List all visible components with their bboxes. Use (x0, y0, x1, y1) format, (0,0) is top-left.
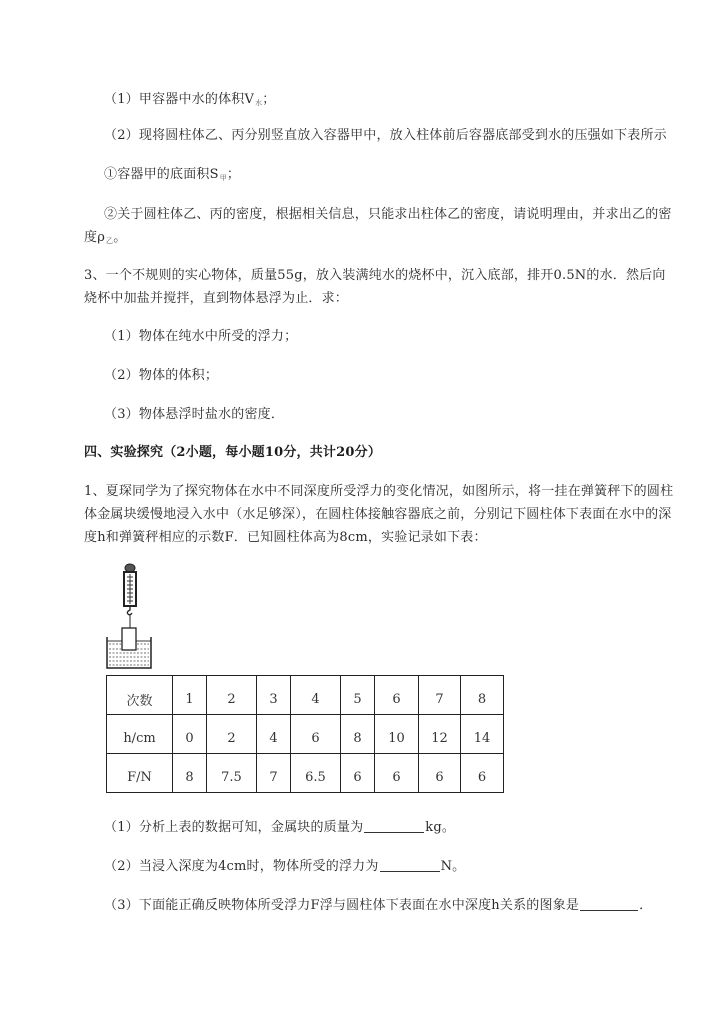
q3-part3: （3）物体悬浮时盐水的密度． (104, 407, 285, 422)
question-text: （2）当浸入深度为4cm时，物体所受的浮力为 (104, 859, 379, 874)
exp1-line1: 1、夏琛同学为了探究物体在水中不同深度所受浮力的变化情况，如图所示，将一挂在弹簧秤下的圆柱 (84, 484, 674, 499)
unit-text: kg。 (425, 820, 456, 835)
table-cell: 6 (291, 715, 341, 754)
table-cell: 7 (257, 754, 291, 793)
subscript: 水 (255, 99, 263, 107)
table-cell: 12 (419, 715, 461, 754)
q2-sub1 (104, 166, 240, 187)
q3-part2: （2）物体的体积； (104, 368, 219, 383)
q2-sub2-line1: ②关于圆柱体乙、丙的密度，根据相关信息，只能求出柱体乙的密度，请说明理由，并求出乙的密 (104, 207, 672, 222)
punct: 。 (113, 230, 127, 245)
q2-part1 (104, 91, 275, 112)
table-cell: 6 (375, 754, 419, 793)
table-cell: 2 (207, 715, 257, 754)
question-text: （3）下面能正确反映物体所受浮力F浮与圆柱体下表面在水中深度h关系的图象是 (104, 898, 580, 913)
table-cell: 7.5 (207, 754, 257, 793)
spring-scale-diagram-icon (100, 562, 190, 670)
table-cell: 6 (375, 676, 419, 715)
q2-part2: （2）现将圆柱体乙、丙分别竖直放入容器甲中，放入柱体前后容器底部受到水的压强如下表所示 (104, 128, 667, 143)
table-cell: 0 (173, 715, 207, 754)
answer-blank[interactable] (380, 858, 440, 872)
table-cell: 10 (375, 715, 419, 754)
table-cell: 5 (341, 676, 375, 715)
row-label: F/N (107, 754, 173, 793)
table-cell: 3 (257, 676, 291, 715)
exp1-line2: 体金属块缓慢地浸入水中（水足够深），在圆柱体接触容器底之前，分别记下圆柱体下表面在水中的深 (84, 507, 672, 522)
table-cell: 8 (341, 715, 375, 754)
table-cell: 6 (461, 754, 504, 793)
table-cell: 14 (461, 715, 504, 754)
exp1-line3: 度h和弹簧秤相应的示数F．已知圆柱体高为8cm，实验记录如下表： (84, 530, 487, 545)
table-row (107, 754, 504, 793)
q2-part1-text: （1）甲容器中水的体积V (104, 92, 255, 107)
table-cell: 1 (173, 676, 207, 715)
table-row (107, 715, 504, 754)
punct: ； (262, 92, 276, 107)
punct: ； (226, 167, 241, 182)
exp1-question-1 (104, 819, 455, 837)
q2-sub1-text: ①容器甲的底面积S (104, 167, 219, 182)
q2-sub2-text: 度ρ (84, 230, 106, 245)
q3-part1: （1）物体在纯水中所受的浮力； (104, 329, 298, 344)
q2-sub2-line2 (84, 229, 126, 250)
exp1-question-3 (104, 897, 652, 915)
table-row (107, 676, 504, 715)
q3-line1: 3、一个不规则的实心物体，质量55g，放入装满纯水的烧杯中，沉入底部，排开0.5N的水．然后向 (84, 268, 666, 283)
table-cell: 8 (461, 676, 504, 715)
subscript: 乙 (106, 237, 114, 245)
table-cell: 4 (257, 715, 291, 754)
table-cell: 7 (419, 676, 461, 715)
table-cell: 6 (341, 754, 375, 793)
question-text: （1）分析上表的数据可知，金属块的质量为 (104, 820, 364, 835)
unit-text: N。 (440, 859, 466, 874)
table-cell: 2 (207, 676, 257, 715)
table-cell: 4 (291, 676, 341, 715)
section-heading: 四、实验探究（2小题，每小题10分，共计20分） (84, 445, 382, 460)
punct: ． (639, 898, 653, 913)
subscript: 甲 (219, 174, 227, 182)
experiment-table (106, 675, 504, 793)
table-cell: 6 (419, 754, 461, 793)
q3-line2: 烧杯中加盐并搅拌，直到物体悬浮为止．求： (84, 291, 349, 306)
row-label: h/cm (107, 715, 173, 754)
exp1-question-2 (104, 858, 465, 876)
row-label: 次数 (107, 676, 173, 715)
answer-blank[interactable] (580, 897, 638, 911)
table-cell: 6.5 (291, 754, 341, 793)
table-cell: 8 (173, 754, 207, 793)
answer-blank[interactable] (364, 819, 424, 833)
